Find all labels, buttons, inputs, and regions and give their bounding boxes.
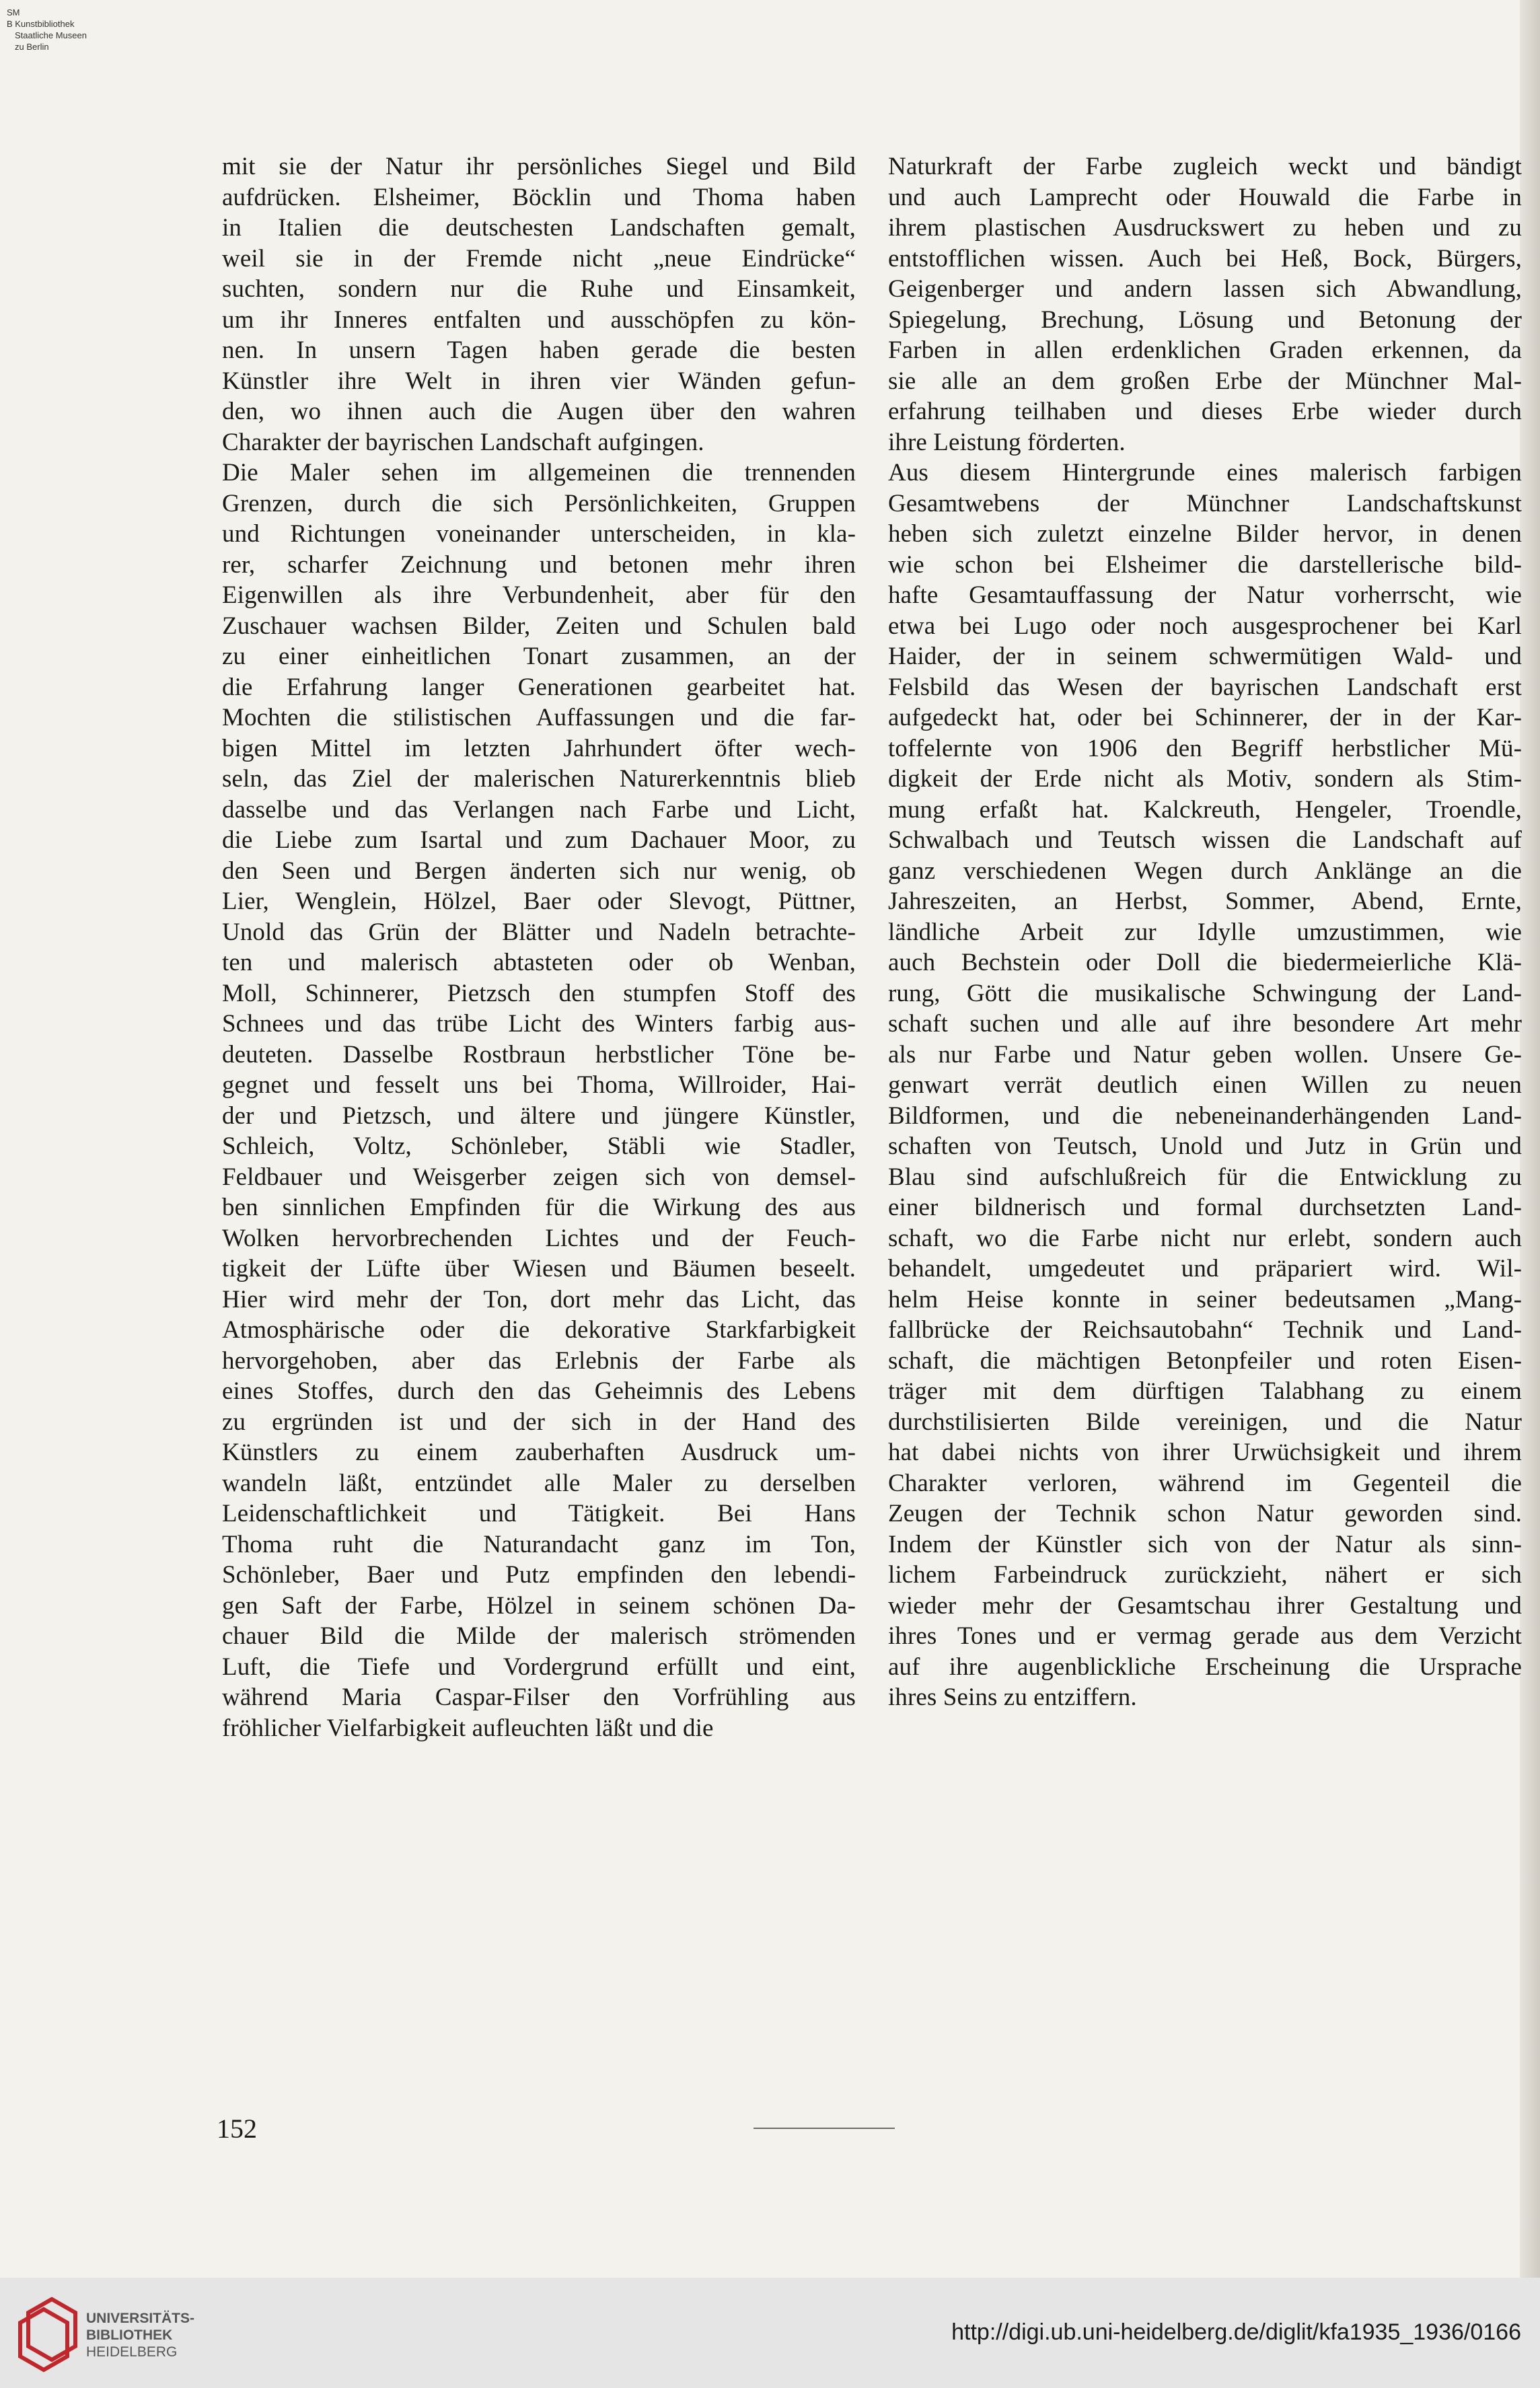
university-library-logo-icon	[15, 2292, 82, 2373]
text-line: Charakter verloren, während im Gegenteil die	[888, 1469, 1522, 1497]
text-line: Gesamtwebens der Münchner Landschaftskunst	[888, 489, 1522, 517]
text-line: hat dabei nichts von ihrer Urwüchsigkeit und ihrem	[888, 1439, 1522, 1466]
text-line: Leidenschaftlichkeit und Tätigkeit. Bei Hans	[222, 1500, 856, 1527]
text-line: Künstler ihre Welt in ihren vier Wänden gefun-	[222, 367, 856, 395]
text-line: Blau sind aufschlußreich für die Entwicklung zu	[888, 1163, 1522, 1191]
text-line: in Italien die deutschesten Landschaften gemalt,	[222, 214, 856, 242]
text-line: ihres Seins zu entziffern.	[888, 1684, 1137, 1711]
left-text-column	[222, 151, 856, 1743]
text-line: Feldbauer und Weisgerber zeigen sich von demsel-	[222, 1163, 856, 1191]
text-line: digkeit der Erde nicht als Motiv, sondern als Stim-	[888, 765, 1522, 793]
text-line: auch Bechstein oder Doll die biedermeierliche Klä-	[888, 949, 1522, 976]
text-line: Charakter der bayrischen Landschaft aufgingen.	[222, 428, 704, 456]
text-line: weil sie in der Fremde nicht „neue Eindrücke“	[222, 244, 856, 273]
text-line: behandelt, umgedeutet und präpariert wird. Wil-	[888, 1255, 1522, 1282]
text-line: bigen Mittel im letzten Jahrhundert öfter wech-	[222, 734, 856, 762]
text-line: aufgedeckt hat, oder bei Schinnerer, der in der Kar-	[888, 704, 1522, 731]
text-line: deuteten. Dasselbe Rostbraun herbstlicher Töne be-	[222, 1040, 856, 1069]
text-line: fröhlicher Vielfarbigkeit aufleuchten läßt und die	[222, 1714, 714, 1742]
text-line: zu ergründen ist und der sich in der Hand des	[222, 1408, 856, 1436]
text-line: zu einer einheitlichen Tonart zusammen, an der	[222, 643, 856, 670]
text-line: chauer Bild die Milde der malerisch strömenden	[222, 1622, 856, 1650]
text-line: hervorgehoben, aber das Erlebnis der Farbe als	[222, 1346, 856, 1375]
text-line: tigkeit der Lüfte über Wiesen und Bäumen beseelt.	[222, 1255, 856, 1282]
text-line: Grenzen, durch die sich Persönlichkeiten, Gruppen	[222, 489, 856, 517]
text-line: nen. In unsern Tagen haben gerade die besten	[222, 336, 856, 364]
text-line: eines Stoffes, durch den das Geheimnis des Lebens	[222, 1377, 856, 1405]
text-line: Zuschauer wachsen Bilder, Zeiten und Schulen bald	[222, 612, 856, 640]
stamp-line: B Kunstbibliothek	[7, 19, 75, 29]
text-line: Mochten die stilistischen Auffassungen und die far-	[222, 704, 856, 731]
stamp-line: zu Berlin	[15, 42, 49, 52]
text-line: Farben in allen erdenklichen Graden erkennen, da	[888, 336, 1522, 364]
text-line: die Liebe zum Isartal und zum Dachauer Moor, zu	[222, 826, 856, 854]
text-line: Künstlers zu einem zauberhaften Ausdruck um-	[222, 1439, 856, 1466]
text-line: Schleich, Voltz, Schönleber, Stäbli wie Stadler,	[222, 1132, 856, 1160]
text-line: rer, scharfer Zeichnung und betonen mehr ihren	[222, 550, 856, 579]
text-line: helm Heise konnte in seiner bedeutsamen „Mang-	[888, 1285, 1522, 1313]
text-line: Schönleber, Baer und Putz empfinden den lebendi-	[222, 1561, 856, 1589]
text-line: genwart verrät deutlich einen Willen zu neuen	[888, 1071, 1522, 1099]
text-line: Jahreszeiten, an Herbst, Sommer, Abend, Ernte,	[888, 888, 1522, 915]
text-line: heben sich zuletzt einzelne Bilder hervor, in denen	[888, 520, 1522, 548]
page-edge-shadow	[1520, 0, 1540, 2278]
text-line: Naturkraft der Farbe zugleich weckt und bändigt	[888, 153, 1522, 180]
text-line: den Seen und Bergen änderten sich nur wenig, ob	[222, 857, 856, 885]
text-line: rung, Gött die musikalische Schwingung der Land-	[888, 979, 1522, 1007]
text-line: Haider, der in seinem schwermütigen Wald- und	[888, 643, 1522, 670]
text-line: Aus diesem Hintergrunde eines malerisch farbigen	[888, 459, 1522, 486]
text-line: Moll, Schinnerer, Pietzsch den stumpfen Stoff des	[222, 979, 856, 1007]
text-line: seln, das Ziel der malerischen Naturerkenntnis blieb	[222, 765, 856, 793]
library-stamp	[7, 7, 87, 52]
text-line: schaft suchen und alle auf ihre besondere Art mehr	[888, 1010, 1522, 1038]
text-line: Spiegelung, Brechung, Lösung und Betonung der	[888, 305, 1522, 334]
text-line: etwa bei Lugo oder noch ausgesprochener bei Karl	[888, 612, 1522, 640]
text-line: Luft, die Tiefe und Vordergrund erfüllt und eint,	[222, 1653, 856, 1681]
text-line: lichem Farbeindruck zurückzieht, nähert er sich	[888, 1561, 1522, 1589]
text-line: wieder mehr der Gesamtschau ihrer Gestaltung und	[888, 1591, 1522, 1620]
text-line: die Erfahrung langer Generationen gearbeitet hat.	[222, 673, 856, 701]
text-line: Atmosphärische oder die dekorative Starkfarbigkeit	[222, 1316, 856, 1344]
text-line: während Maria Caspar-Filser den Vorfrühling aus	[222, 1684, 856, 1711]
text-line: ganz verschiedenen Wegen durch Anklänge an die	[888, 857, 1522, 885]
text-line: als nur Farbe und Natur geben wollen. Unsere Ge-	[888, 1040, 1522, 1069]
text-line: schaft, die mächtigen Betonpfeiler und roten Eisen-	[888, 1346, 1522, 1375]
text-line: und Richtungen voneinander unterscheiden, in kla-	[222, 520, 856, 548]
text-line: hafte Gesamtauffassung der Natur vorherrscht, wie	[888, 581, 1522, 609]
stamp-line: Staatliche Museen	[15, 30, 87, 40]
text-line: um ihr Inneres entfalten und ausschöpfen zu kön-	[222, 305, 856, 334]
text-line: einer bildnerisch und formal durchsetzten Land-	[888, 1194, 1522, 1221]
text-line: gen Saft der Farbe, Hölzel in seinem schönen Da-	[222, 1591, 856, 1620]
text-line: toffelernte von 1906 den Begriff herbstlicher Mü-	[888, 734, 1522, 762]
text-line: erfahrung teilhaben und dieses Erbe wieder durch	[888, 398, 1522, 425]
text-line: fallbrücke der Reichsautobahn“ Technik und Land-	[888, 1316, 1522, 1344]
text-line: schaften von Teutsch, Unold und Jutz in Grün und	[888, 1132, 1522, 1160]
text-line: mung erfaßt hat. Kalckreuth, Hengeler, Troendle,	[888, 795, 1522, 824]
section-divider	[754, 2128, 895, 2129]
text-line: der und Pietzsch, und ältere und jüngere Künstler,	[222, 1101, 856, 1130]
text-line: Felsbild das Wesen der bayrischen Landschaft erst	[888, 673, 1522, 701]
text-line: ihres Tones und er vermag gerade aus dem Verzicht	[888, 1622, 1522, 1650]
text-line: den, wo ihnen auch die Augen über den wahren	[222, 398, 856, 425]
text-line: Indem der Künstler sich von der Natur als sinn-	[888, 1530, 1522, 1558]
text-line: wie schon bei Elsheimer die darstellerische bild-	[888, 550, 1522, 579]
text-line: dasselbe und das Verlangen nach Farbe und Licht,	[222, 795, 856, 824]
text-line: Unold das Grün der Blätter und Nadeln betrachte-	[222, 918, 856, 946]
text-line: und auch Lamprecht oder Houwald die Farbe in	[888, 183, 1522, 211]
text-line: Bildformen, und die nebeneinanderhängenden Land-	[888, 1101, 1522, 1130]
text-line: ihrem plastischen Ausdruckswert zu heben und zu	[888, 214, 1522, 242]
library-name	[86, 2310, 194, 2360]
text-line: Lier, Wenglein, Hölzel, Baer oder Slevogt, Püttner,	[222, 888, 856, 915]
text-line: Wolken hervorbrechenden Lichtes und der Feuch-	[222, 1224, 856, 1252]
text-line: Schnees und das trübe Licht des Winters farbig aus-	[222, 1010, 856, 1038]
text-line: aufdrücken. Elsheimer, Böcklin und Thoma haben	[222, 183, 856, 211]
text-line: schaft, wo die Farbe nicht nur erlebt, sondern auch	[888, 1224, 1522, 1252]
text-line: auf ihre augenblickliche Erscheinung die Ursprache	[888, 1653, 1522, 1681]
text-line: Hier wird mehr der Ton, dort mehr das Licht, das	[222, 1285, 856, 1313]
text-line: ten und malerisch abtasteten oder ob Wenban,	[222, 949, 856, 976]
library-name-line: HEIDELBERG	[86, 2344, 178, 2360]
text-line: ihre Leistung förderten.	[888, 428, 1126, 456]
right-text-column	[888, 151, 1522, 1713]
text-line: Zeugen der Technik schon Natur geworden sind.	[888, 1500, 1522, 1527]
text-line: Thoma ruht die Naturandacht ganz im Ton,	[222, 1530, 856, 1558]
text-line: Die Maler sehen im allgemeinen die trennenden	[222, 459, 856, 486]
text-line: mit sie der Natur ihr persönliches Siegel und Bild	[222, 153, 856, 180]
stamp-line: SM	[7, 7, 20, 17]
text-line: entstofflichen wissen. Auch bei Heß, Bock, Bürgers,	[888, 244, 1522, 273]
library-name-line: UNIVERSITÄTS-	[86, 2311, 195, 2326]
text-line: wandeln läßt, entzündet alle Maler zu derselben	[222, 1469, 856, 1497]
text-line: suchten, sondern nur die Ruhe und Einsamkeit,	[222, 275, 856, 303]
library-name-line: BIBLIOTHEK	[86, 2327, 173, 2343]
permalink-url[interactable]: http://digi.ub.uni-heidelberg.de/diglit/kfa1935_1936/0166	[951, 2319, 1521, 2345]
text-line: ländliche Arbeit zur Idylle umzustimmen, wie	[888, 918, 1522, 946]
text-line: sie alle an dem großen Erbe der Münchner Mal-	[888, 367, 1522, 395]
text-line: träger mit dem dürftigen Talabhang zu einem	[888, 1377, 1522, 1405]
text-line: ben sinnlichen Empfinden für die Wirkung des aus	[222, 1194, 856, 1221]
footer-bar	[0, 2278, 1540, 2388]
text-line: gegnet und fesselt uns bei Thoma, Willroider, Hai-	[222, 1071, 856, 1099]
text-line: Geigenberger und andern lassen sich Abwandlung,	[888, 275, 1522, 303]
text-line: Schwalbach und Teutsch wissen die Landschaft auf	[888, 826, 1522, 854]
text-line: durchstilisierten Bilde vereinigen, und die Natur	[888, 1408, 1522, 1436]
text-line: Eigenwillen als ihre Verbundenheit, aber für den	[222, 581, 856, 609]
page-number: 152	[217, 2113, 257, 2144]
